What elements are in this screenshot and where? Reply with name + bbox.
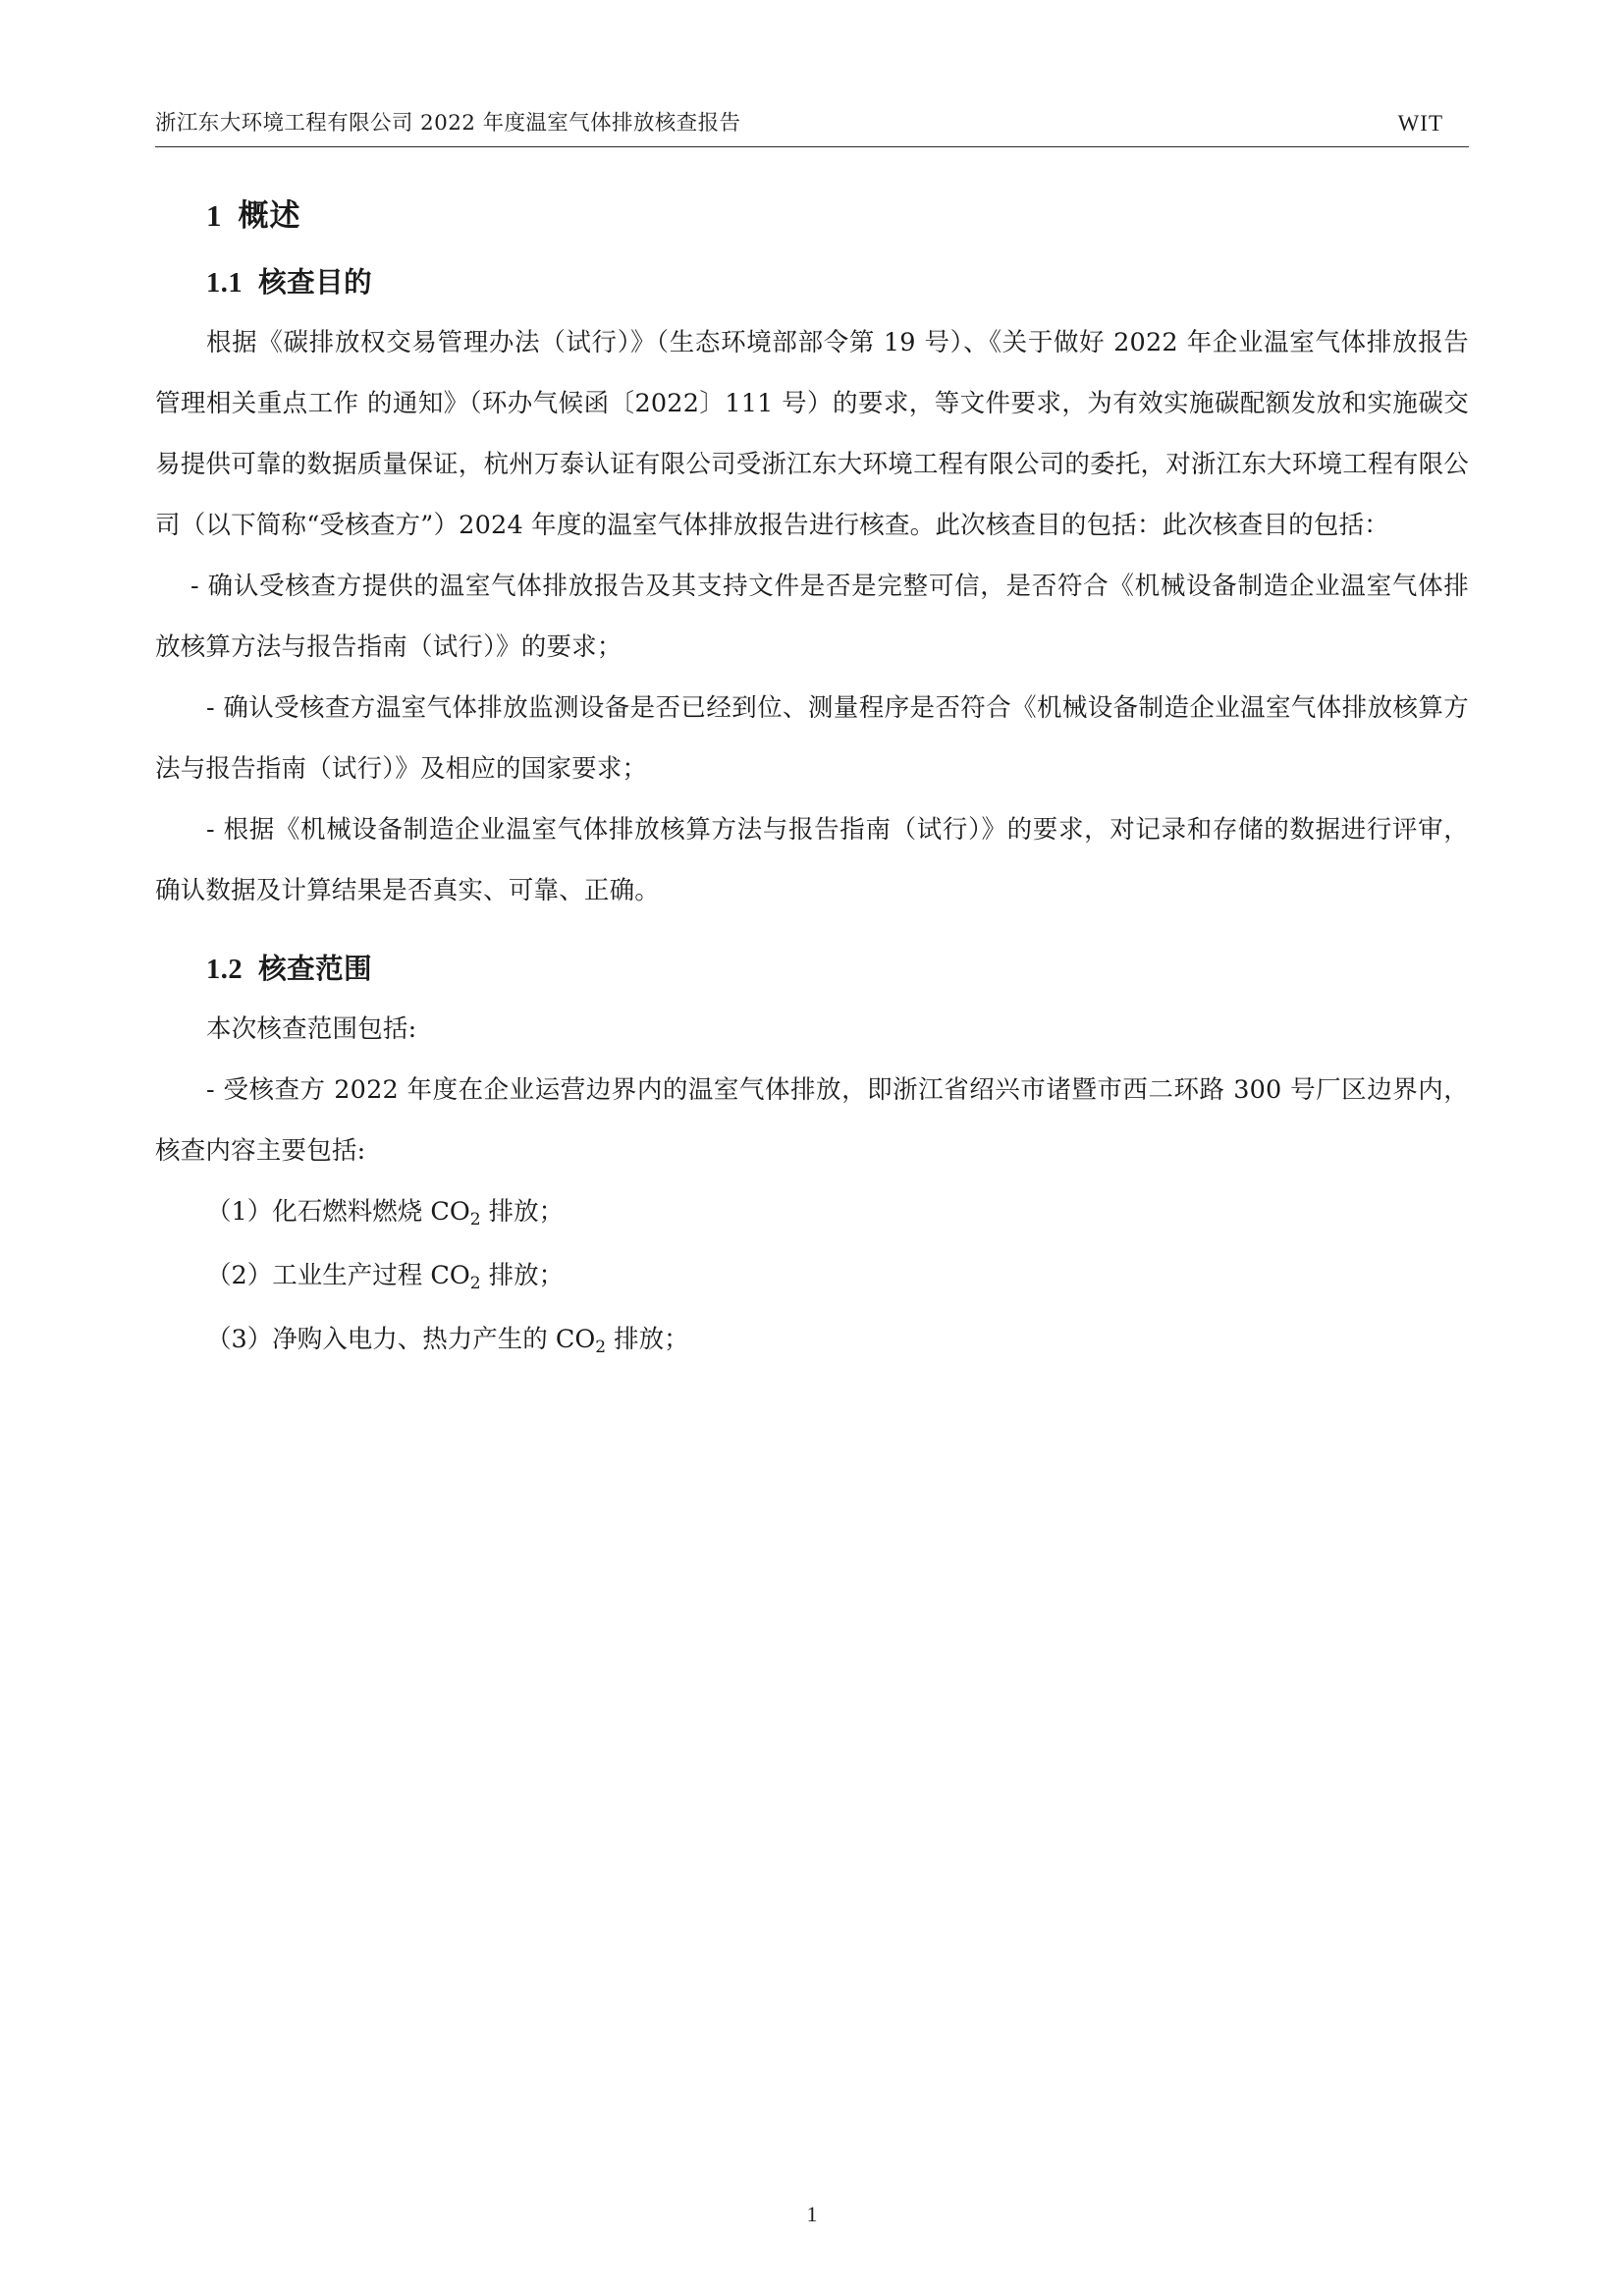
scope-item-1-subscript: 2 [469, 1210, 481, 1230]
scope-item-2-suffix: 排放； [480, 1261, 565, 1290]
scope-item-3 [155, 1309, 1469, 1373]
header-company-mark: WIT [1397, 111, 1443, 136]
scope-item-2 [155, 1245, 1469, 1309]
scope-item-3-suffix: 排放； [606, 1325, 689, 1354]
page-number: 1 [806, 2202, 818, 2226]
subsection-number: 1.2 [206, 955, 244, 985]
paragraph-scope-intro: 本次核查范围包括: [206, 1014, 417, 1044]
scope-item-3-text: （3）净购入电力、热力产生的 CO [206, 1325, 596, 1354]
subsection-number: 1.1 [206, 268, 244, 299]
scope-item-1-suffix: 排放； [480, 1197, 565, 1227]
section-heading-1-1 [206, 260, 1469, 301]
scope-item-1 [155, 1181, 1469, 1245]
subsection-title: 核查范围 [258, 952, 373, 985]
running-header [155, 106, 1469, 147]
scope-item-2-text: （2）工业生产过程 CO [206, 1261, 470, 1290]
section-heading-1 [206, 191, 1469, 235]
scope-item-2-subscript: 2 [469, 1274, 481, 1293]
paragraph-scope-boundary: - 受核查方 2022 年度在企业运营边界内的温室气体排放，即浙江省绍兴市诸暨市西二环路 300 号厂区边界内，核查内容主要包括: [155, 1075, 1469, 1166]
section-heading-1-2 [206, 947, 1469, 987]
header-title: 浙江东大环境工程有限公司 2022 年度温室气体排放核查报告 [155, 111, 741, 136]
section-title: 概述 [238, 198, 301, 234]
subsection-title: 核查目的 [258, 265, 373, 299]
paragraph-purpose-item-1: - 确认受核查方提供的温室气体排放报告及其支持文件是否是完整可信，是否符合《机械设备制造企业温室气体排放核算方法与报告指南（试行）》的要求； [155, 572, 1469, 662]
paragraph-purpose-intro: 根据《碳排放权交易管理办法（试行）》（生态环境部部令第 19 号）、《关于做好 2022 年企业温室气体排放报告管理相关重点工作 的通知》（环办气候函〔2022〕111 号）的要求，等文件要求，为有效实施碳配额发放和实施碳交易提供可靠的数据质量保证，杭州万泰认证有限公司受浙江东大环境工程有限公司的委托，对浙江东大环境工程有限公司（以下简称“受核查方”）2024 年度的温室气体排放报告进行核查。此次核查目的包括：此次核查目的包括： [155, 328, 1469, 540]
paragraph-purpose-item-3: - 根据《机械设备制造企业温室气体排放核算方法与报告指南（试行）》的要求，对记录和存储的数据进行评审，确认数据及计算结果是否真实、可靠、正确。 [155, 815, 1469, 905]
paragraph-purpose-item-2: - 确认受核查方温室气体排放监测设备是否已经到位、测量程序是否符合《机械设备制造企业温室气体排放核算方法与报告指南（试行）》及相应的国家要求； [155, 693, 1469, 784]
scope-item-3-subscript: 2 [595, 1338, 607, 1357]
scope-item-1-text: （1）化石燃料燃烧 CO [206, 1197, 470, 1227]
section-number: 1 [206, 198, 223, 233]
